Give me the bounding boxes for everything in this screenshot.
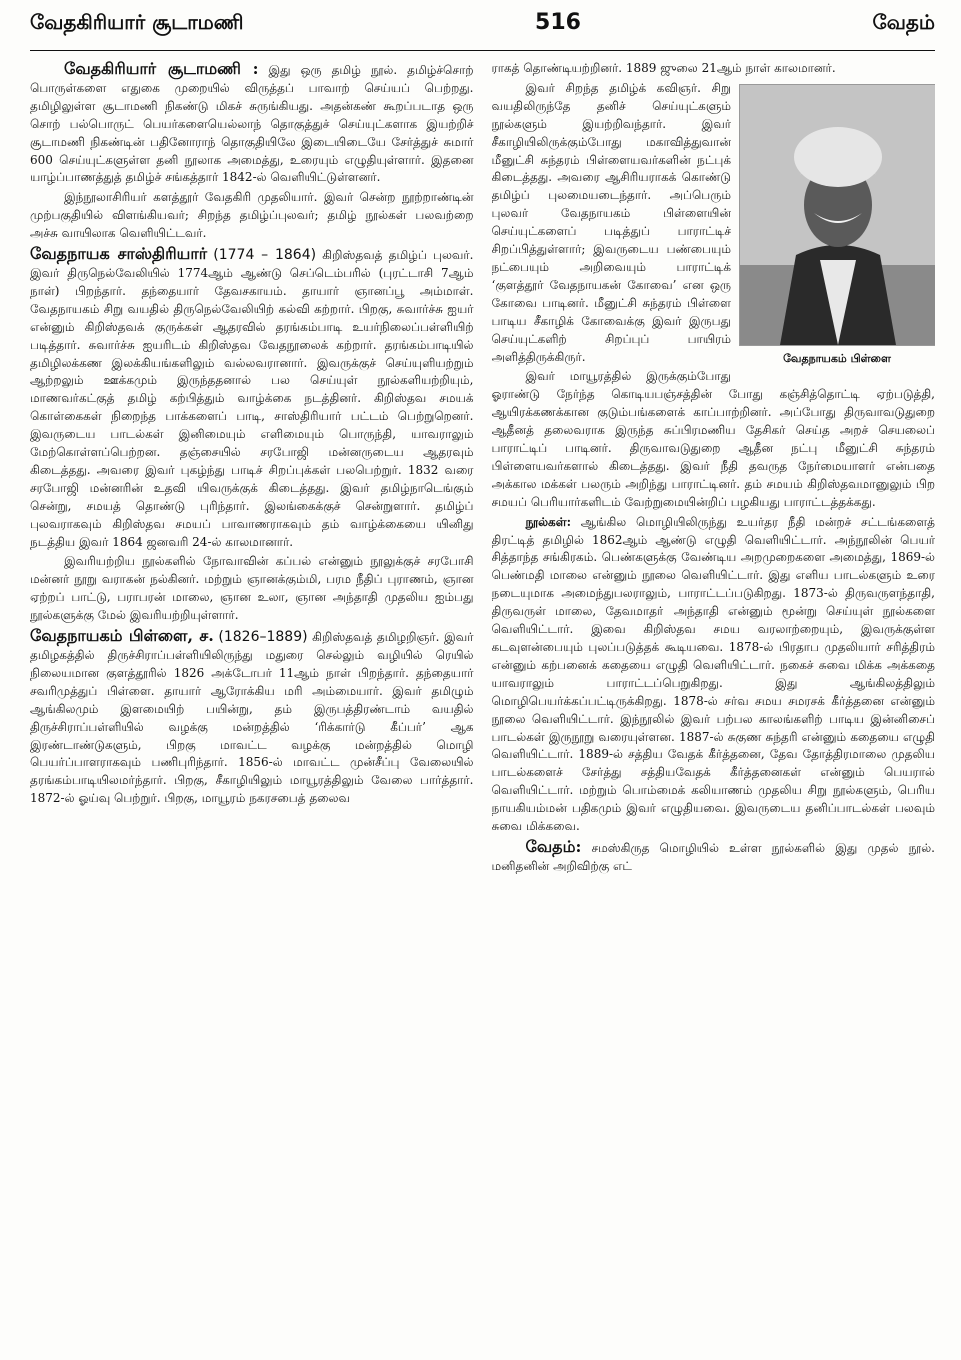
entry-title: வேதம்:: [525, 836, 582, 856]
entry-title: வேதநாயகம் பிள்ளை, ச.: [30, 626, 214, 646]
left-column: [30, 60, 474, 1352]
entry-title: வேதகிரியார் சூடாமணி :: [64, 60, 259, 78]
paragraph: இவர் சிறந்த தமிழ்க் கவிஞர். சிறு வயதிலிருந்தே தனிச் செய்யுட்களும் நூல்களும் இயற்றிவந்தார். இவர் சீகாழியிலிருக்கும்போது மகாவித்துவான் மீனுட்சி சுந்தரம் பிள்ளையவர்களின் நட்புக் கிடைத்தது. அவரை ஆசிரியராகக் கொண்டு தமிழ்ப் புலமையடைந்தார். அப்பெரும் புலவர் வேதநாயகம் பிள்ளையின் செய்யுட்களைப் படித்துப் பாராட்டிச் சிறப்பித்துள்ளார்; இவருடைய பண்பையும் நட்பையும் அறிவையும் பாராட்டிக் ‘குளத்தூர் வேதநாயகன் கோவை’ என ஒரு கோவை பாடினர். மீனுட்சி சுந்தரம் பிள்ளை பாடிய சீகாழிக் கோவைக்கு இவர் இருபது செய்யுட்களிற் சிறப்புப் பாயிரம் அளித்திருக்கிருர்.: [491, 80, 731, 364]
body-columns: [30, 60, 935, 1352]
page-header: [30, 10, 935, 48]
page-number: 516: [535, 10, 581, 35]
paragraph: இவரியற்றிய நூல்களில் நோவாவின் கப்பல் என்னும் நூலுக்குச் சரபோசி மன்னர் நூறு வராகன் நல்கினர். மற்றும் ஞானக்கும்மி, பரம நீதிப் புராணம், ஞான ஏற்றப் பாட்டு, பராபரன் மாலை, ஞான உலா, ஞான அந்தாதி முதலிய ஐம்பது நூல்களுக்கு மேல் இவரியற்றியுள்ளார்.: [30, 554, 474, 623]
paragraph: கிறிஸ்தவத் தமிழ்ப் புலவர். இவர் திருநெல்வேலியில் 1774ஆம் ஆண்டு செப்டெம்பரில் (புரட்டாசி 7ஆம் நாள்) பிறந்தார். தந்தையார் தேவசகாயம். தாயார் ஞானப்பூ அம்மாள். வேதநாயகம் சிறு வயதில் திருநெல்வேலியிற் கல்வி கற்றார். பிறகு, சுவார்ச்சு ஐயர் என்னும் கிறிஸ்தவக் குருக்கள் ஆதரவில் தரங்கம்பாடி உயர்நிலைப்பள்ளியிற் படித்தார். சுவார்ச்சு ஐயரிடம் கிறிஸ்தவ வேதநூலைக் கற்றார். தரங்கம்பாடியில் தமிழிலக்கண இலக்கியங்களிலும் வல்லவரானார். இவருக்குச் செய்யுளியற்றும் ஆற்றலும் ஊக்கமும் இருந்ததனால் பல செய்யுள் நூல்களியற்றியும், மாணவர்கட்குத் தமிழ் கற்பித்தும் வாழ்க்கை நடத்தினர். கிறிஸ்தவ சமயக் கொள்கைகள் நிறைந்த பாக்களைப் பாடி, சாஸ்திரியார் பட்டம் பெற்றுறெனர். இவருடைய பாடல்கள் இனிமையும் எளிமையும் பொருந்தி, யாவராலும் மேற்கொள்ளப்பெற்றன. தஞ்சையில் சரபோஜி மன்னருடைய ஆதரவும் கிடைத்தது. அவரை இவர் புகழ்ந்து பாடிச் சிறப்புக்கள் பலபெற்றுர். 1832 வரை சரபோஜி மன்னரின் உதவி யிவருக்குக் கிடைத்தது. இவர் தமிழ்நாடெங்கும் சென்று, சமயத் தொண்டு புரிந்தார். இலங்கைக்குச் சென்றுளார். தமிழ்ப் புலவராகவும் கிறிஸ்தவ சமயப் பாவாணராகவும் தம் வாழ்க்கையை யினிது நடத்திய இவர் 1864 ஜனவரி 24-ல் காலமானார்.: [30, 248, 474, 549]
portrait-illustration: [740, 85, 935, 345]
header-left-title: வேதகிரியார் சூடாமணி: [30, 10, 244, 34]
entry-dates: (1774 – 1864): [213, 247, 317, 264]
entry-title: வேதநாயக சாஸ்திரியார்: [30, 244, 208, 264]
paragraph: ராகத் தொண்டியற்றினர். 1889 ஜுலை 21ஆம் நாள் காலமானர்.: [491, 61, 836, 75]
entry-vedagiriyar: [30, 60, 474, 187]
entry-vedam: [492, 838, 936, 876]
paragraph: சமஸ்கிருத மொழியில் உள்ள நூல்களில் இது முதல் நூல். மனிதனின் அறிவிற்கு எட்: [491, 840, 935, 873]
paragraph: கிறிஸ்தவத் தமிழறிஞர். இவர் தமிழகத்தில் திருச்சிராப்பள்ளியிலிருந்து மதுரை செல்லும் வழியில் ரெயில் நிலையமான குளத்தூரில் 1826 அக்டோபர் 11ஆம் நாள் பிறந்தார். தந்தையார் சவரிமுத்துப் பிள்ளை. தாயார் ஆரோக்கிய மரி அம்மையார். இவர் தமிழும் ஆங்கிலமும் இளமையிற் பயின்று, தம் இருபத்திரண்டாம் வயதில் திருச்சிராப்பள்ளியில் வழக்கு மன்றத்தில் ‘ரிக்கார்டு கீப்பர்’ ஆக இரண்டாண்டுகளும், பிறகு மாவட்ட வழக்கு மன்றத்தில் மொழி பெயர்ப்பாளராகவும் பணிபுரிந்தார். 1856-ல் மாவட்ட முன்சீப்பு வேலையில் தரங்கம்பாடியிலமர்ந்தார். பிறகு, சீகாழியிலும் மாயூரத்திலும் வேலை பார்த்தார். 1872-ல் ஓய்வு பெற்றுர். பிறகு, மாயூரம் நகரசபைத் தலைவ: [30, 630, 474, 806]
paragraph: இது ஒரு தமிழ் நூல். தமிழ்ச்சொற் பொருள்களை எதுகை முறையில் விருத்தப் பாவாற் செய்யப் பெற்றது. தமிழிலுள்ள சூடாமணி நிகண்டு மிகச் சுருங்கியது. அதன்கண் கூறப்படாத ஒரு சொற் பல்பொருட் பெயர்களையெல்லாந் தொகுத்துச் செய்யுட்களாக இயற்றிச் சூடாமணி நிகண்டின் பதினோராந் தொகுதியிலே இடையிடையே சேர்த்துச் சுமார் 600 செய்யுட்களுள்ள தனி நூலாக அமைத்து, உரையும் எழுதியுள்ளார். இதனை யாழ்ப்பாணத்துத் தமிழ்ச் சங்கத்தார் 1842-ல் வெளியிட்டுள்ளனர்.: [30, 63, 474, 185]
entry-vedanayagam-pillai: [30, 627, 474, 808]
works-paragraph: [492, 514, 936, 836]
works-label: நூல்கள்:: [525, 514, 571, 529]
entry-dates: (1826–1889): [218, 629, 308, 646]
paragraph: ஆங்கில மொழியிலிருந்து உயர்தர நீதி மன்றச் சட்டங்களைத் திரட்டித் தமிழில் 1862ஆம் ஆண்டு எழுதி வெளியிட்டார். அந்நூலின் பெயர் சித்தாந்த சங்கிரகம். பெண்களுக்கு வேண்டிய அறமுறைகளை அமைத்து, 1869-ல் பெண்மதி மாலை என்னும் நூலை வெளியிட்டார். இது எளிய பாடல்களும் உரை நடையுமாக அமைந்துபலராலும், பாராட்டப்படுகிறது. 1873-ல் திருவருளந்தாதி, திருவருள் மாலை, தேவமாதா் அந்தாதி என்னும் மூன்று செய்யுள் நூல்களை வெளியிட்டார். இவை கிறிஸ்தவ சமய வரலாற்றையும், இவருக்குள்ள கடவுளன்பையும் புலப்படுத்தக் கூடியவை. 1878-ல் பிரதாப முதலியார் சரித்திரம் என்னும் கற்பனைக் கதையை எழுதி வெளியிட்டார். நகைச் சுவை மிக்க அக்கதை யாவராலும் பாராட்டப்பெறுகிறது. இது ஆங்கிலத்திலும் மொழிபெயர்க்கப்பட்டிருக்கிறது. 1878-ல் சர்வ சமய சமரசக் கீர்த்தனை என்னும் நூலை வெளியிட்டார். இந்நூலில் இவர் பற்பல காலங்களிற் பாடிய இன்னிசைப் பாடல்கள் இருநூறு வரையுள்ளன. 1887-ல் சுகுண சுந்தரி என்னும் கதையை எழுதி வெளியிட்டார். 1889-ல் சத்திய வேதக் கீர்த்தனை, தேவ தோத்திரமாலை முதலிய பாடல்களைச் சேர்த்து சத்தியவேதக் கீர்த்தனைகள் என்னும் பெயரால் வெளியிட்டார். மற்றும் பொம்மைக் கலியாணம் முதலிய சிறு நூல்களும், பெரிய நாயகியம்மன் பதிகமும் இவர் எழுதியவை. இவருடைய தனிப்பாடல்கள் பலவும் சுவை மிக்கவை.: [491, 514, 935, 834]
paragraph: இந்நூலாசிரியர் களத்தூர் வேதகிரி முதலியார். இவர் சென்ற நூற்றாண்டின் முற்பகுதியில் விளங்கியவர்; சிறந்த தமிழ்ப்புலவர்; தமிழ் நூல்கள் பலவற்றை அச்சு வாயிலாக வெளியிட்டவர்.: [30, 190, 474, 241]
header-rule: [30, 50, 935, 51]
right-column: [492, 60, 936, 1352]
entry-vedanayaga-sastriyar: [30, 245, 474, 551]
portrait-caption: வேதநாயகம் பிள்ளை: [783, 351, 891, 365]
portrait-photo: [739, 84, 935, 346]
header-right-title: வேதம்: [872, 10, 935, 34]
paragraph: இவர் மாயூரத்தில் இருக்கும்போது ஓராண்டு நேர்ந்த கொடியபஞ்சத்தின் போது கஞ்சித்தொட்டி ஏற்படுத்தி, ஆயிரக்கணக்கான குடும்பங்களைக் காப்பாற்றினர். அப்போது திருவாவடுதுறை ஆதீனத் தலைவராக இருந்த சுப்பிரமணிய தேசிகர் செய்த அறச் செயலைப் பாராட்டிப் பாடினர். திருவாவடுதுறை ஆதீன நட்பு மீனுட்சி சுந்தரம் பிள்ளையவர்களால் கிடைத்தது. இவர் நீதி தவருத நேர்மையாளர் என்பதை அக்கால மக்கள் பலரும் அறிந்து பாராட்டினர். தம் சமயம் கிறிஸ்தவமானுலும் பிற சமயப் பெரியார்களிடம் வேற்றுமையின்றிப் பழகியது பாராட்டத்தக்கது.: [491, 369, 935, 509]
portrait-figure: [739, 84, 935, 368]
